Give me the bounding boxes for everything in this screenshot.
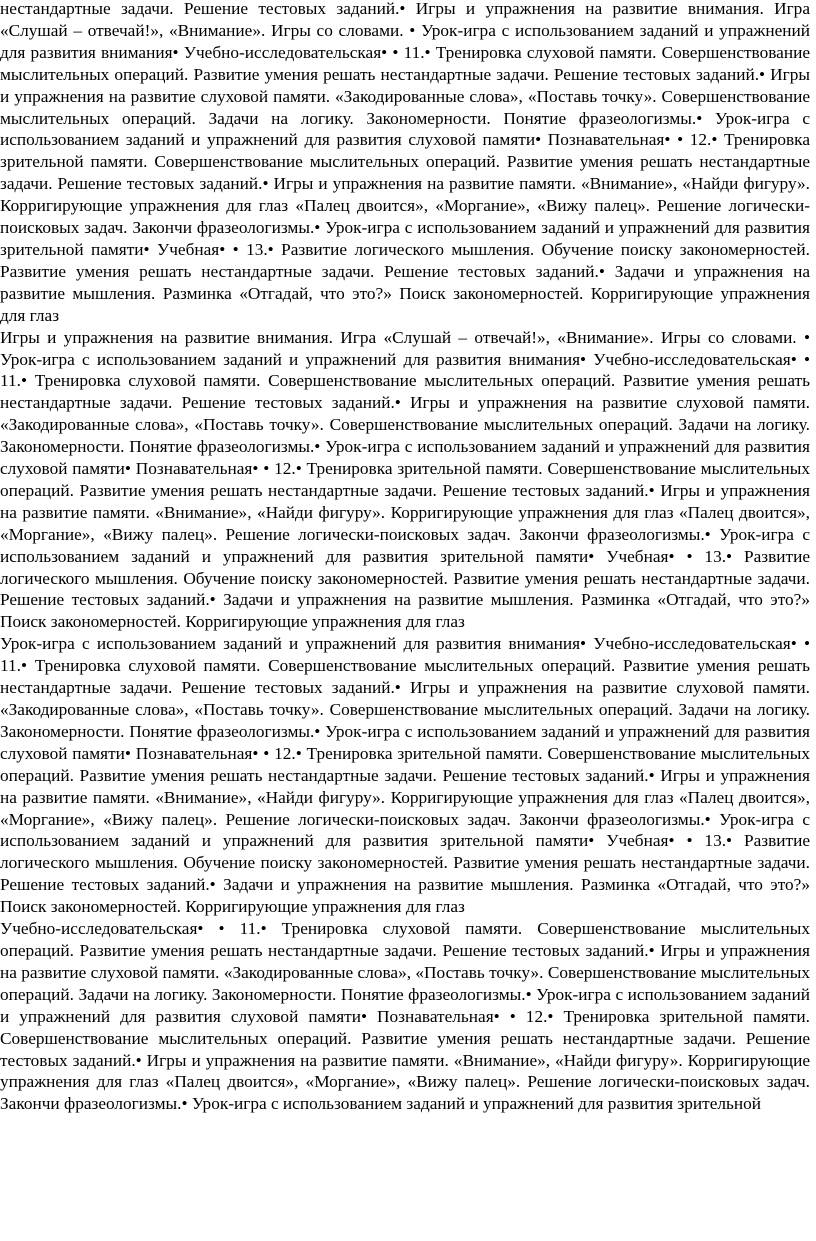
document-paragraph-2: Игры и упражнения на развитие внимания. Игра «Слушай – отвечай!», «Внимание». Игры со словами. • Урок-игра с использованием заданий и упражнений для развития внимания• Учебно-исследовательская• • 11.• Тренировка слуховой памяти. Совершенствование мыслительных операций. Развитие умения решать нестандартные задачи. Решение тестовых заданий.• Игры и упражнения на развитие слуховой памяти. «Закодированные слова», «Поставь точку». Совершенствование мыслительных операций. Задачи на логику. Закономерности. Понятие фразеологизмы.• Урок-игра с использованием заданий и упражнений для развития слуховой памяти• Познавательная• • 12.• Тренировка зрительной памяти. Совершенствование мыслительных операций. Развитие умения решать нестандартные задачи. Решение тестовых заданий.• Игры и упражнения на развитие памяти. «Внимание», «Найди фигуру». Корригирующие упражнения для глаз «Палец двоится», «Моргание», «Вижу палец». Решение логически-поисковых задач. Закончи фразеологизмы.• Урок-игра с использованием заданий и упражнений для развития зрительной памяти• Учебная• • 13.• Развитие логического мышления. Обучение поиску закономерностей. Развитие умения решать нестандартные задачи. Решение тестовых заданий.• Задачи и упражнения на развитие мышления. Разминка «Отгадай, что это?» Поиск закономерностей. Корригирующие упражнения для глаз [0,327,810,632]
document-paragraph-4: Учебно-исследовательская• • 11.• Тренировка слуховой памяти. Совершенствование мыслительных операций. Развитие умения решать нестандартные задачи. Решение тестовых заданий.• Игры и упражнения на развитие слуховой памяти. «Закодированные слова», «Поставь точку». Совершенствование мыслительных операций. Задачи на логику. Закономерности. Понятие фразеологизмы.• Урок-игра с использованием заданий и упражнений для развития слуховой памяти• Познавательная• • 12.• Тренировка зрительной памяти. Совершенствование мыслительных операций. Развитие умения решать нестандартные задачи. Решение тестовых заданий.• Игры и упражнения на развитие памяти. «Внимание», «Найди фигуру». Корригирующие упражнения для глаз «Палец двоится», «Моргание», «Вижу палец». Решение логически-поисковых задач. Закончи фразеологизмы.• Урок-игра с использованием заданий и упражнений для развития зрительной [0,919,810,1114]
document-paragraph-1: нестандартные задачи. Решение тестовых заданий.• Игры и упражнения на развитие внимания. Игра «Слушай – отвечай!», «Внимание». Игры со словами. • Урок-игра с использованием заданий и упражнений для развития внимания• Учебно-исследовательская• • 11.• Тренировка слуховой памяти. Совершенствование мыслительных операций. Развитие умения решать нестандартные задачи. Решение тестовых заданий.• Игры и упражнения на развитие слуховой памяти. «Закодированные слова», «Поставь точку». Совершенствование мыслительных операций. Задачи на логику. Закономерности. Понятие фразеологизмы.• Урок-игра с использованием заданий и упражнений для развития слуховой памяти• Познавательная• • 12.• Тренировка зрительной памяти. Совершенствование мыслительных операций. Развитие умения решать нестандартные задачи. Решение тестовых заданий.• Игры и упражнения на развитие памяти. «Внимание», «Найди фигуру». Корригирующие упражнения для глаз «Палец двоится», «Моргание», «Вижу палец». Решение логически-поисковых задач. Закончи фразеологизмы.• Урок-игра с использованием заданий и упражнений для развития зрительной памяти• Учебная• • 13.• Развитие логического мышления. Обучение поиску закономерностей. Развитие умения решать нестандартные задачи. Решение тестовых заданий.• Задачи и упражнения на развитие мышления. Разминка «Отгадай, что это?» Поиск закономерностей. Корригирующие упражнения для глаз [0,0,810,325]
document-paragraph-3: Урок-игра с использованием заданий и упражнений для развития внимания• Учебно-исследовательская• • 11.• Тренировка слуховой памяти. Совершенствование мыслительных операций. Развитие умения решать нестандартные задачи. Решение тестовых заданий.• Игры и упражнения на развитие слуховой памяти. «Закодированные слова», «Поставь точку». Совершенствование мыслительных операций. Задачи на логику. Закономерности. Понятие фразеологизмы.• Урок-игра с использованием заданий и упражнений для развития слуховой памяти• Познавательная• • 12.• Тренировка зрительной памяти. Совершенствование мыслительных операций. Развитие умения решать нестандартные задачи. Решение тестовых заданий.• Игры и упражнения на развитие памяти. «Внимание», «Найди фигуру». Корригирующие упражнения для глаз «Палец двоится», «Моргание», «Вижу палец». Решение логически-поисковых задач. Закончи фразеологизмы.• Урок-игра с использованием заданий и упражнений для развития зрительной памяти• Учебная• • 13.• Развитие логического мышления. Обучение поиску закономерностей. Развитие умения решать нестандартные задачи. Решение тестовых заданий.• Задачи и упражнения на развитие мышления. Разминка «Отгадай, что это?» Поиск закономерностей. Корригирующие упражнения для глаз [0,634,810,917]
